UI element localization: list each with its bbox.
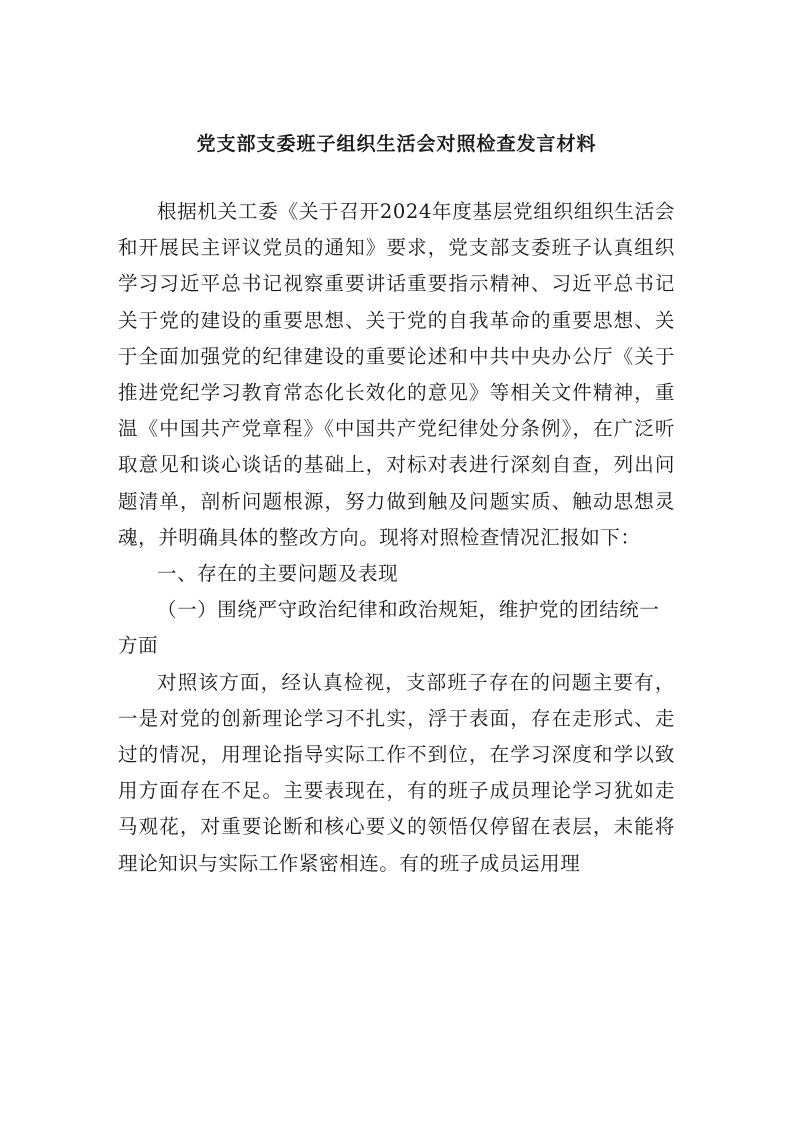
body-paragraph: 对照该方面，经认真检视，支部班子存在的问题主要有，一是对党的创新理论学习不扎实，浮于表面，存在走形式、走过的情况，用理论指导实际工作不到位，在学习深度和学以致用方面存在不足。主要表现在，有的班子成员理论学习犹如走马观花，对重要论断和核心要义的领悟仅停留在表层，未能将理论知识与实际工作紧密相连。有的班子成员运用理 bbox=[118, 670, 675, 875]
intro-paragraph: 根据机关工委《关于召开2024年度基层党组织组织生活会和开展民主评议党员的通知》要求，党支部支委班子认真组织学习习近平总书记视察重要讲话重要指示精神、习近平总书记关于党的建设的重要思想、关于党的自我革命的重要思想、关于全面加强党的纪律建设的重要论述和中共中央办公厅《关于推进党纪学习教育常态化长效化的意见》等相关文件精神，重温《中国共产党章程》《中国共产党纪律处分条例》，在广泛听取意见和谈心谈话的基础上，对标对表进行深刻自查，列出问题清单，剖析问题根源，努力做到触及问题实质、触动思想灵魂，并明确具体的整改方向。现将对照检查情况汇报如下： bbox=[118, 200, 675, 549]
document-title: 党支部支委班子组织生活会对照检查发言材料 bbox=[196, 133, 597, 155]
subsection-heading-1: （一）围绕严守政治纪律和政治规矩，维护党的团结统一方面 bbox=[118, 598, 660, 658]
section-heading-1: 一、存在的主要问题及表现 bbox=[157, 562, 399, 586]
